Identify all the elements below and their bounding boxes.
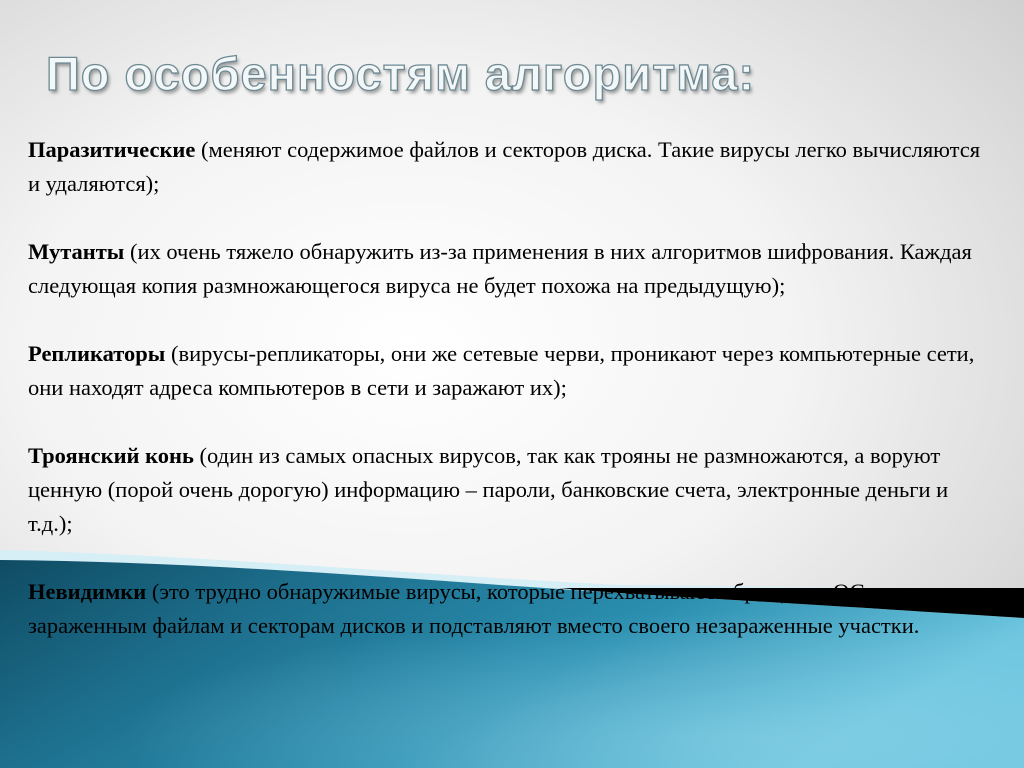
list-item-trojan (28, 439, 988, 541)
item-term: Мутанты (28, 239, 125, 264)
item-description: (вирусы-репликаторы, они же сетевые черви, проникают через компьютерные сети, они находят адреса компьютеров в сети и заражают их); (28, 341, 975, 400)
virus-types-list (28, 133, 988, 677)
item-term: Паразитические (28, 137, 196, 162)
list-item-mutants (28, 235, 988, 303)
list-item-stealth (28, 575, 988, 643)
item-description: (меняют содержимое файлов и секторов диска. Такие вирусы легко вычисляются и удаляются); (28, 137, 981, 196)
item-term: Троянский конь (28, 443, 194, 468)
slide-title: По особенностям алгоритма: (46, 47, 756, 100)
item-description: (один из самых опасных вирусов, так как трояны не размножаются, а воруют ценную (порой очень дорогую) информацию – пароли, банковские счета, электронные деньги и т.д.); (28, 443, 949, 536)
item-term: Невидимки (28, 579, 147, 604)
list-item-replicators (28, 337, 988, 405)
item-description: (их очень тяжело обнаружить из-за применения в них алгоритмов шифрования. Каждая следующая копия размножающегося вируса не будет похожа на предыдущую); (28, 239, 972, 298)
item-term: Репликаторы (28, 341, 166, 366)
item-description: (это трудно обнаружимые вирусы, которые перехватывают обращения ОС к зараженным файлам и секторам дисков и подставляют вместо своего незараженные участки. (28, 579, 920, 638)
list-item-parasitic (28, 133, 988, 201)
